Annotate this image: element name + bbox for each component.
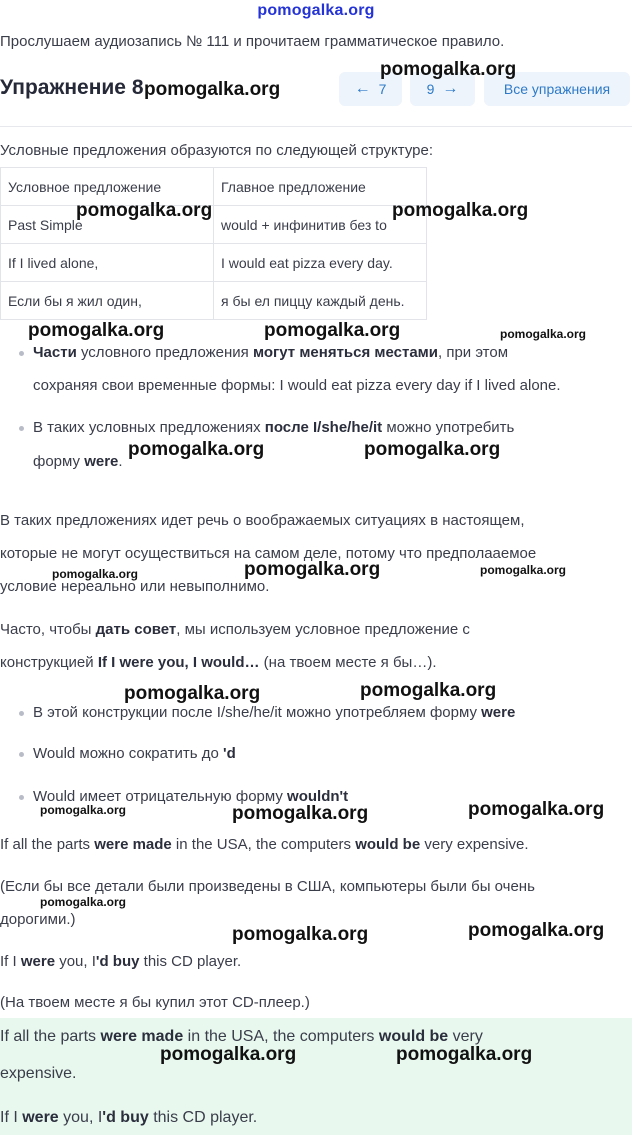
table-cell: Условное предложение <box>1 168 214 206</box>
table-cell: would + инфинитив без to <box>214 206 427 244</box>
watermark: pomogalka.org <box>468 799 605 820</box>
translation-line: (На твоем месте я бы купил этот CD-плеер.) <box>0 994 310 1011</box>
watermark: pomogalka.org <box>28 320 165 341</box>
watermark: pomogalka.org <box>144 79 281 100</box>
watermark: pomogalka.org <box>128 439 265 460</box>
watermark: pomogalka.org <box>396 1044 533 1065</box>
watermark: pomogalka.org <box>40 895 127 909</box>
list-item: В таких условных предложениях после I/she/he/it можно употребить <box>33 419 515 436</box>
list-item: Would имеет отрицательную форму wouldn't <box>33 788 349 805</box>
highlight-sentence-line2: expensive. <box>0 1065 77 1082</box>
paragraph-line: которые не могут осуществиться на самом деле, потому что предполааемое <box>0 545 537 562</box>
page-title: Упражнение 8 <box>0 76 144 99</box>
highlight-sentence: If all the parts were made in the USA, the computers would be very <box>0 1028 483 1045</box>
watermark: pomogalka.org <box>40 803 127 817</box>
paragraph-line: условие нереально или невыполнимо. <box>0 578 270 595</box>
all-exercises-label: Все упражнения <box>503 81 611 97</box>
table-row <box>1 282 427 320</box>
list-item-continuation: сохраняя свои временные формы: I would eat pizza every day if I lived alone. <box>33 377 561 394</box>
watermark: pomogalka.org <box>500 327 587 341</box>
next-exercise-label: 9 <box>426 81 435 97</box>
table-cell: Главное предложение <box>214 168 427 206</box>
watermark: pomogalka.org <box>364 439 501 460</box>
table-cell: I would eat pizza every day. <box>214 244 427 282</box>
watermark: pomogalka.org <box>124 683 261 704</box>
list-item-continuation: форму were. <box>33 453 123 470</box>
arrow-left-icon: ← <box>354 80 371 97</box>
watermark: pomogalka.org <box>392 200 529 221</box>
watermark: pomogalka.org <box>360 680 497 701</box>
arrow-right-icon: → <box>442 80 459 97</box>
bullet-marker <box>19 426 24 431</box>
advice-paragraph-line2: конструкцией If I were you, I would… (на твоем месте я бы…). <box>0 654 437 671</box>
list-item: В этой конструкции после I/she/he/it можно употребляем форму were <box>33 704 516 721</box>
paragraph-line: В таких предложениях идет речь о воображаемых ситуациях в настоящем, <box>0 512 525 529</box>
bullet-marker <box>19 711 24 716</box>
intro-text: Прослушаем аудиозапись № 111 и прочитаем грамматическое правило. <box>0 33 505 50</box>
watermark: pomogalka.org <box>232 803 369 824</box>
advice-paragraph: Часто, чтобы дать совет, мы используем условное предложение с <box>0 621 470 638</box>
watermark: pomogalka.org <box>76 200 213 221</box>
list-item: Части условного предложения могут меняться местами, при этом <box>33 344 509 361</box>
example-sentence: If I were you, I'd buy this CD player. <box>0 953 242 970</box>
table-row <box>1 244 427 282</box>
example-sentence: If all the parts were made in the USA, the computers would be very expensive. <box>0 836 529 853</box>
watermark: pomogalka.org <box>160 1044 297 1065</box>
translation-line: дорогими.) <box>0 911 76 928</box>
list-item: Would можно сократить до 'd <box>33 745 236 762</box>
watermark: pomogalka.org <box>480 563 567 577</box>
watermark: pomogalka.org <box>468 920 605 941</box>
table-cell: я бы ел пиццу каждый день. <box>214 282 427 320</box>
watermark: pomogalka.org <box>380 59 517 80</box>
prev-exercise-label: 7 <box>378 81 387 97</box>
table-row <box>1 206 427 244</box>
header-watermark: pomogalka.org <box>257 2 375 19</box>
bullet-marker <box>19 795 24 800</box>
bullet-marker <box>19 752 24 757</box>
bullet-marker <box>19 351 24 356</box>
table-cell: Past Simple <box>1 206 214 244</box>
watermark: pomogalka.org <box>52 567 139 581</box>
table-row <box>1 168 427 206</box>
highlight-sentence: If I were you, I'd buy this CD player. <box>0 1109 258 1126</box>
watermark: pomogalka.org <box>264 320 401 341</box>
table-cell: Если бы я жил один, <box>1 282 214 320</box>
structure-intro: Условные предложения образуются по следующей структуре: <box>0 142 434 159</box>
translation-line: (Если бы все детали были произведены в США, компьютеры были бы очень <box>0 878 535 895</box>
header-divider <box>0 126 632 127</box>
table-cell: If I lived alone, <box>1 244 214 282</box>
watermark: pomogalka.org <box>232 924 369 945</box>
watermark: pomogalka.org <box>244 559 381 580</box>
structure-table <box>0 167 427 320</box>
